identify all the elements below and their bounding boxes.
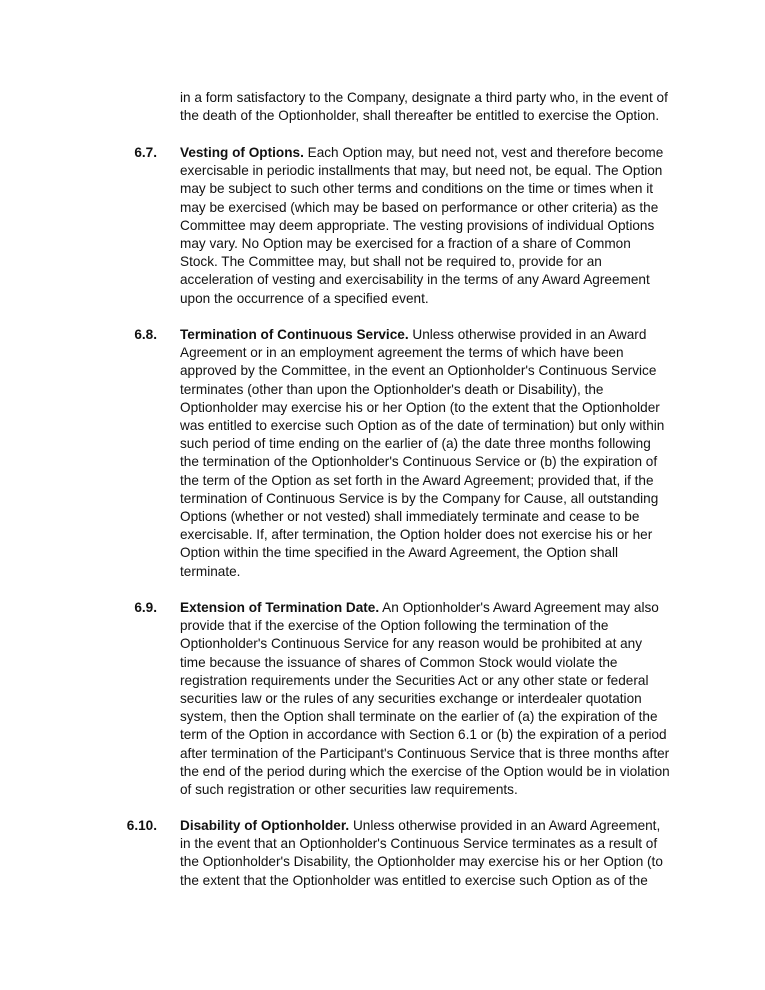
text-line: may be exercised (which may be based on performance or other criteria) as the xyxy=(180,199,659,215)
text-line: exercisable. If, after termination, the Option holder does not exercise his or her xyxy=(180,527,653,543)
text-line xyxy=(180,326,680,344)
text-line: securities law or the rules of any securities exchange or interdealer quotation xyxy=(180,691,642,707)
text-line: provide that if the exercise of the Option following the termination of the xyxy=(180,618,609,634)
text-line xyxy=(180,599,680,617)
text-line: the extent that the Optionholder was entitled to exercise such Option as of the xyxy=(180,872,648,888)
text-line: Committee may deem appropriate. The vesting provisions of individual Options xyxy=(180,217,655,233)
text-run: An Optionholder's Award Agreement may also xyxy=(379,600,659,615)
section-number: 6.9. xyxy=(134,600,157,615)
text-line: Optionholder may exercise his or her Option (to the extent that the Optionholder xyxy=(180,399,660,415)
continuation-paragraph xyxy=(180,89,680,125)
section-body xyxy=(180,599,680,799)
text-line xyxy=(180,817,680,835)
section-heading: Extension of Termination Date. xyxy=(180,600,380,615)
text-line: registration requirements under the Securities Act or any other state or federal xyxy=(180,672,649,688)
section-heading: Vesting of Options. xyxy=(180,145,304,160)
text-run: Each Option may, but need not, vest and therefore become xyxy=(303,145,664,160)
section-body xyxy=(180,326,680,581)
text-line: of such registration or other securities law requirements. xyxy=(180,782,518,798)
text-line: the term of the Option as set forth in the Award Agreement; provided that, if the xyxy=(180,472,654,488)
text-line: acceleration of vesting and exercisability in the terms of any Award Agreement xyxy=(180,272,650,288)
text-line: Option within the time specified in the Award Agreement, the Option shall xyxy=(180,545,619,561)
text-run: Unless otherwise provided in an Award xyxy=(408,327,647,342)
section-body xyxy=(180,817,680,890)
text-line: Options (whether or not vested) shall immediately terminate and cease to be xyxy=(180,509,640,525)
section-number: 6.7. xyxy=(134,145,157,160)
text-line: Agreement or in an employment agreement the terms of which have been xyxy=(180,345,624,361)
text-line: exercisable in periodic installments that may, but need not, be equal. The Option xyxy=(180,163,663,179)
section-body xyxy=(180,144,680,308)
section-heading: Disability of Optionholder. xyxy=(180,818,350,833)
text-line: upon the occurrence of a specified event. xyxy=(180,290,429,306)
text-line: the death of the Optionholder, shall thereafter be entitled to exercise the Option. xyxy=(180,108,660,124)
text-line: in the event that an Optionholder's Continuous Service terminates as a result of xyxy=(180,836,658,852)
section-number: 6.8. xyxy=(134,327,157,342)
text-line xyxy=(180,144,680,162)
text-line: the end of the period during which the exercise of the Option would be in violation xyxy=(180,763,670,779)
text-line: the termination of the Optionholder's Continuous Service or (b) the expiration of xyxy=(180,454,658,470)
text-line: the Optionholder's Disability, the Optionholder may exercise his or her Option (to xyxy=(180,854,663,870)
section-heading: Termination of Continuous Service. xyxy=(180,327,409,342)
text-line: was entitled to exercise such Option as of the date of termination) but only within xyxy=(180,418,665,434)
text-line: Stock. The Committee may, but shall not be required to, provide for an xyxy=(180,254,602,270)
text-line: term of the Option in accordance with Section 6.1 or (b) the expiration of a period xyxy=(180,727,667,743)
text-line: may be subject to such other terms and conditions on the time or times when it xyxy=(180,181,653,197)
text-line: terminate. xyxy=(180,563,241,579)
text-line: such period of time ending on the earlier of (a) the date three months following xyxy=(180,436,651,452)
text-run: Unless otherwise provided in an Award Agreement, xyxy=(349,818,661,833)
text-line: time because the issuance of shares of Common Stock would violate the xyxy=(180,654,618,670)
section-number: 6.10. xyxy=(126,818,157,833)
text-line: terminates (other than upon the Optionholder's death or Disability), the xyxy=(180,381,604,397)
text-line: may vary. No Option may be exercised for a fraction of a share of Common xyxy=(180,236,631,252)
text-line: system, then the Option shall terminate on the earlier of (a) the expiration of the xyxy=(180,709,658,725)
text-line: after termination of the Participant's Continuous Service that is three months after xyxy=(180,745,670,761)
text-line: termination of Continuous Service is by the Company for Cause, all outstanding xyxy=(180,490,659,506)
text-line: Optionholder's Continuous Service for any reason would be prohibited at any xyxy=(180,636,643,652)
text-line: approved by the Committee, in the event an Optionholder's Continuous Service xyxy=(180,363,657,379)
text-line: in a form satisfactory to the Company, designate a third party who, in the event of xyxy=(180,90,668,105)
